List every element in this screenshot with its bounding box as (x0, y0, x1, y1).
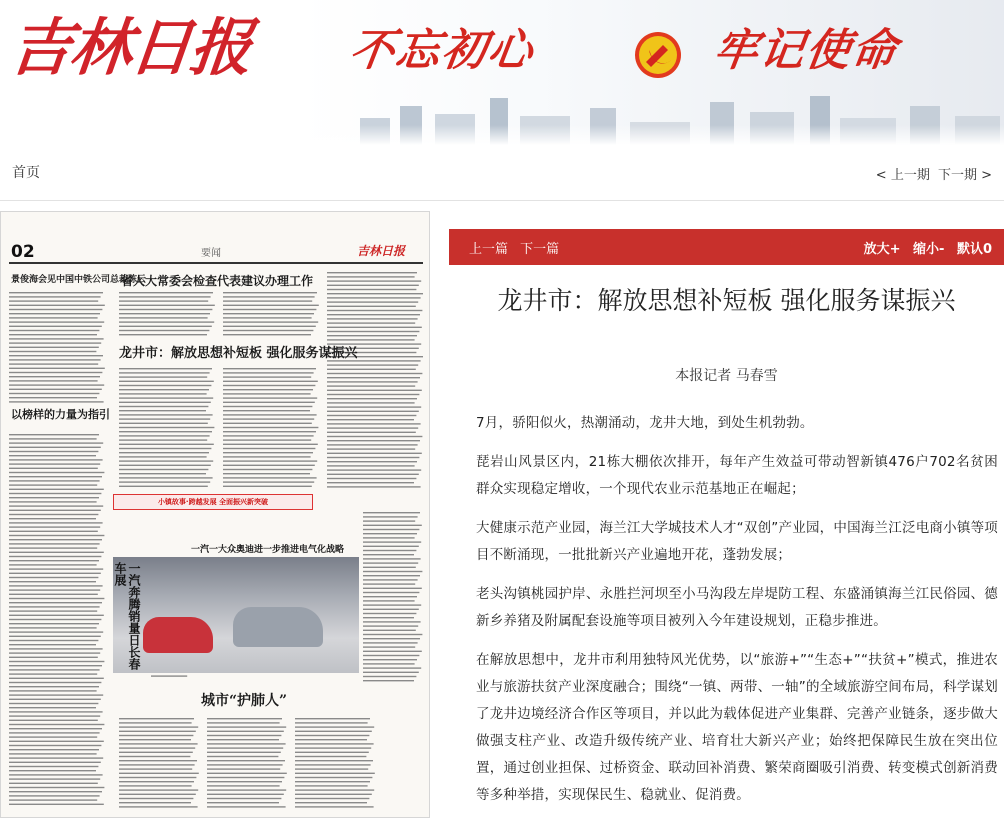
newspaper-page-preview[interactable] (0, 211, 430, 818)
page-masthead: 吉林日报 (357, 244, 406, 258)
page-headline-6[interactable]: 景俊海会见中国中铁公司总裁陈云 (11, 275, 147, 285)
car-shape (233, 607, 323, 647)
page-section-label: 要闻 (201, 248, 221, 259)
article-byline: 本报记者 马春雪 (675, 368, 778, 384)
page-headline-4[interactable]: 一汽一大众奥迪进一步推进电气化战略 (191, 545, 345, 555)
masthead-banner (0, 0, 1004, 150)
issue-navigation (0, 150, 1004, 195)
page-photo[interactable] (113, 557, 359, 673)
page-headline-3[interactable]: 以榜样的力量为指引 (11, 408, 110, 421)
page-banner-ad[interactable]: 小镇故事·跨越发展 全面振兴新突破 (113, 494, 313, 510)
banner-fade-edge (0, 125, 1004, 150)
zoom-default-button[interactable]: 默认0 (956, 242, 992, 257)
article-paragraph: 琵岩山风景区内，21栋大棚依次排开，每年产生效益可带动智新镇476户702名贫困群众实现稳定增收，一个现代农业示范基地正在崛起； (476, 454, 998, 497)
issue-pager (872, 164, 992, 183)
page-top-rule (9, 262, 423, 264)
article-paragraph: 在解放思想中，龙井市利用独特风光优势，以“旅游+”“生态+”“扶贫+”模式，推进农业与旅游扶贫产业深度融合；围绕“一镇、两带、一轴”的全域旅游空间布局，科学谋划了龙井边境经济合作区等项目，并以此为载体促进产业集群、完善产业链条，逐步做大做强支柱产业、改造升级传统产业、培育壮大新兴产业；始终把保障民生放在突出位置，通过创业担保、过桥资金、联动回补消费、繁荣商圈吸引消费、转变模式创新消费等多种举措，实现保民生、稳就业、促消费。 (476, 652, 998, 803)
home-link[interactable]: 首页 (12, 165, 40, 181)
zoom-in-button[interactable]: 放大+ (863, 242, 901, 257)
slogan-left: 不忘初心 (346, 25, 538, 76)
page-vertical-title[interactable]: 一汽奔腾销量日长春车展 (113, 562, 141, 670)
page-headline-2[interactable]: 龙井市：解放思想补短板 强化服务谋振兴 (119, 346, 358, 361)
nav-divider (0, 200, 1004, 201)
zoom-out-button[interactable]: 缩小- (913, 242, 945, 257)
page-headline-1[interactable]: 省人大常委会检查代表建议办理工作 (121, 274, 314, 288)
party-emblem-icon (633, 30, 683, 80)
prev-article-link[interactable]: 上一篇 (469, 242, 509, 257)
slogan-right: 牢记使命 (710, 25, 902, 76)
car-shape (143, 617, 213, 653)
article-paragraph: 老头沟镇桃园护岸、永胜拦河坝至小马沟段左岸堤防工程、东盛涌镇海兰江民俗园、德新乡养猪及附属配套设施等项目被列入今年建设规划，正稳步推进。 (476, 586, 998, 629)
page-number: 02 (11, 242, 35, 262)
article-title: 龙井市：解放思想补短板 强化服务谋振兴 (497, 286, 956, 315)
page-text-lines (1, 212, 430, 818)
article-toolbar (449, 229, 1004, 265)
article-paragraph: 大健康示范产业园，海兰江大学城技术人才“双创”产业园，中国海兰江泛电商小镇等项目不断涌现，一批批新兴产业遍地开花，蓬勃发展； (476, 520, 998, 563)
prev-issue-link[interactable]: < 上一期 (875, 168, 930, 183)
article-body (476, 410, 998, 821)
article-paragraph: 7月，骄阳似火，热潮涌动，龙井大地，到处生机勃勃。 (476, 415, 814, 431)
article-pager (469, 238, 567, 257)
newspaper-logo[interactable]: 吉林日报 (6, 11, 254, 84)
page-headline-5[interactable]: 城市“护肺人” (201, 693, 288, 709)
font-size-controls (856, 238, 992, 257)
next-article-link[interactable]: 下一篇 (520, 242, 560, 257)
next-issue-link[interactable]: 下一期 > (937, 168, 992, 183)
